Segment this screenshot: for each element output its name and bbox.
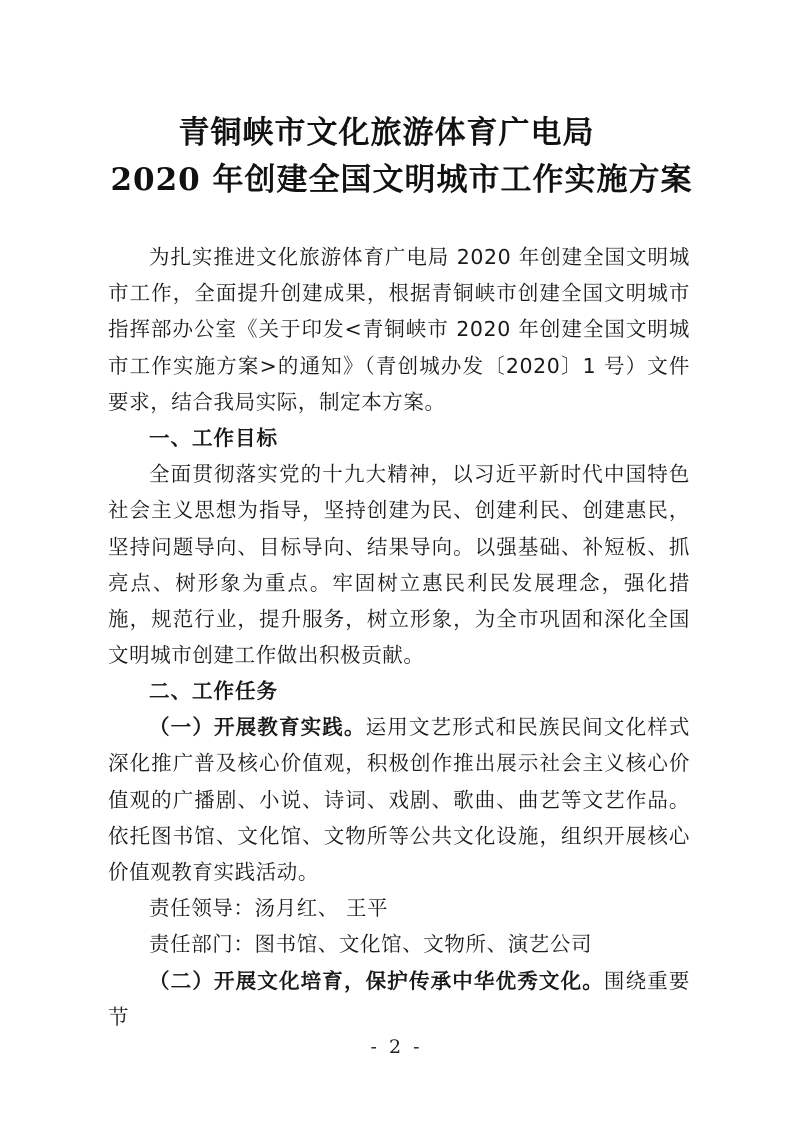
section-2 [108, 673, 690, 1035]
task-2-text: 围绕重要节 [108, 968, 690, 1029]
intro-block [108, 239, 690, 420]
task-1-departments: 责任部门：图书馆、文化馆、文物所、演艺公司 [149, 932, 593, 957]
section-1-heading: 一、工作目标 [149, 426, 278, 450]
task-2-lead: （二）开展文化培育，保护传承中华优秀文化。 [149, 968, 604, 993]
task-1-leader: 责任领导：汤月红、 王平 [149, 896, 389, 921]
document-title-line-2: 2020 年创建全国文明城市工作实施方案 [110, 162, 693, 198]
task-1-lead: （一）开展教育实践。 [149, 715, 366, 740]
task-2-paragraph [108, 963, 690, 1035]
intro-paragraph: 为扎实推进文化旅游体育广电局 2020 年创建全国文明城市工作，全面提升创建成果，根据青铜峡市创建全国文明城市指挥部办公室《关于印发<青铜峡市 2020 年创建全国文明城市工作实施方案>的通知》（青创城办发〔2020〕1 号）文件要求，结合我局实际，制定本方案。 [108, 245, 690, 414]
section-1-paragraph: 全面贯彻落实党的十九大精神，以习近平新时代中国特色社会主义思想为指导，坚持创建为民、创建利民、创建惠民，坚持问题导向、目标导向、结果导向。以强基础、补短板、抓亮点、树形象为重点。牢固树立惠民利民发展理念，强化措施，规范行业，提升服务，树立形象，为全市巩固和深化全国文明城市创建工作做出积极贡献。 [108, 462, 690, 668]
task-1-text: 运用文艺形式和民族民间文化样式深化推广普及核心价值观，积极创作推出展示社会主义核心价值观的广播剧、小说、诗词、戏剧、歌曲、曲艺等文艺作品。依托图书馆、文化馆、文物所等公共文化设施，组织开展核心价值观教育实践活动。 [108, 715, 690, 885]
page-number: - 2 - [370, 1036, 423, 1058]
document-title-line-1: 青铜峡市文化旅游体育广电局 [178, 115, 595, 151]
section-2-heading: 二、工作任务 [149, 679, 278, 703]
section-1 [108, 420, 690, 673]
task-1-paragraph [108, 709, 690, 890]
